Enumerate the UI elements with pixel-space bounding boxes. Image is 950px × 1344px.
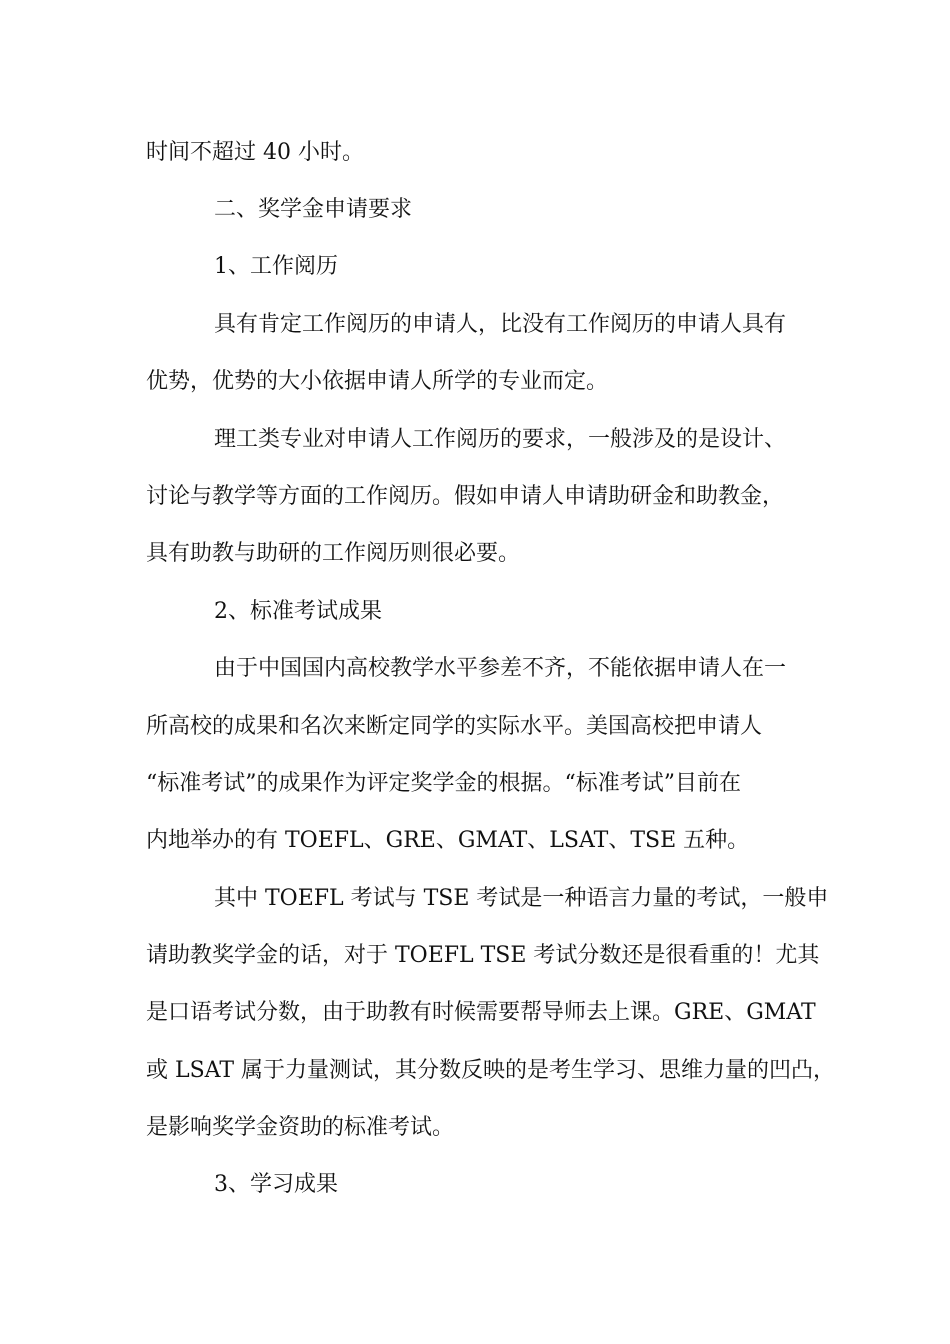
text-line: 讨论与教学等方面的工作阅历。假如申请人申请助研金和助教金， (146, 484, 785, 509)
text-line: 优势，优势的大小依据申请人所学的专业而定。 (146, 369, 609, 394)
text-line: 时间不超过 40 小时。 (146, 140, 364, 165)
text-line: 具有助教与助研的工作阅历则很必要。 (146, 541, 521, 566)
text-line: 内地举办的有 TOEFL、GRE、GMAT、LSAT、TSE 五种。 (146, 828, 750, 853)
text-line: 具有肯定工作阅历的申请人，比没有工作阅历的申请人具有 (214, 312, 787, 337)
text-line: 由于中国国内高校教学水平参差不齐，不能依据申请人在一 (214, 656, 787, 681)
text-line: 所高校的成果和名次来断定同学的实际水平。美国高校把申请人 (146, 714, 763, 739)
text-line: 是影响奖学金资助的标准考试。 (146, 1115, 455, 1140)
subsection-heading: 2、标准考试成果 (214, 599, 382, 624)
text-line: “标准考试”的成果作为评定奖学金的根据。“标准考试”目前在 (146, 771, 741, 796)
text-line: 或 LSAT 属于力量测试，其分数反映的是考生学习、思维力量的凹凸， (146, 1058, 836, 1083)
text-line: 是口语考试分数，由于助教有时候需要帮导师去上课。GRE、GMAT (146, 1000, 816, 1025)
section-heading: 二、奖学金申请要求 (214, 197, 413, 222)
subsection-heading: 1、工作阅历 (214, 254, 338, 279)
subsection-heading: 3、学习成果 (214, 1172, 338, 1197)
text-line: 请助教奖学金的话，对于 TOEFL TSE 考试分数还是很看重的！尤其 (146, 943, 820, 968)
text-line: 理工类专业对申请人工作阅历的要求，一般涉及的是设计、 (214, 427, 787, 452)
text-line: 其中 TOEFL 考试与 TSE 考试是一种语言力量的考试，一般申 (214, 886, 829, 911)
